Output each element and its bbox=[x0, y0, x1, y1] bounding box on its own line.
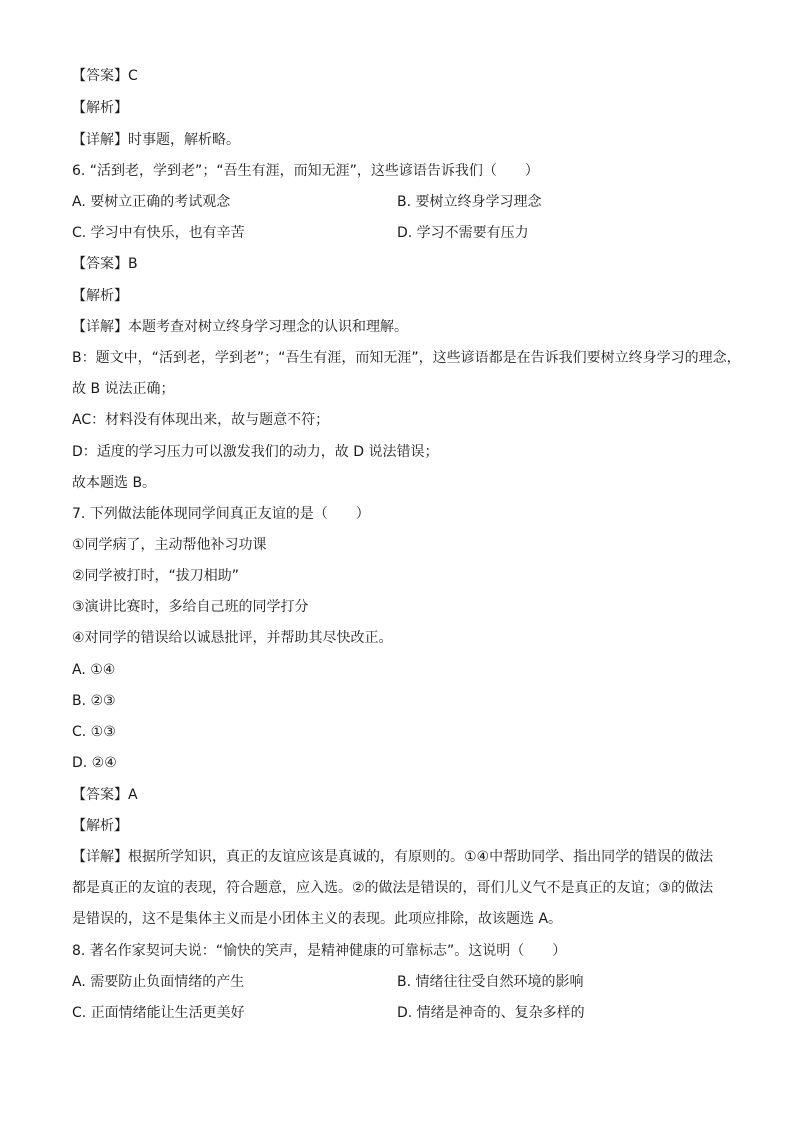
text-line: A. ①④ bbox=[72, 662, 116, 678]
text-line: 【解析】 bbox=[72, 100, 128, 116]
text-line: ②同学被打时，“拔刀相助” bbox=[72, 568, 240, 584]
option-right: B. 情绪往往受自然环境的影响 bbox=[397, 974, 584, 990]
text-line: B. ②③ bbox=[72, 693, 116, 709]
text-line: C. 正面情绪能让生活更美好 bbox=[72, 1005, 245, 1021]
text-line: 故 B 说法正确； bbox=[72, 381, 175, 397]
text-line: A. 要树立正确的考试观念 bbox=[72, 194, 231, 210]
text-line: 【答案】A bbox=[72, 787, 138, 803]
text-line: 8. 著名作家契诃夫说：“愉快的笑声，是精神健康的可靠标志”。这说明（ ） bbox=[72, 943, 567, 959]
text-line: 都是真正的友谊的表现，符合题意，应入选。②的做法是错误的，哥们儿义气不是真正的友谊；③的做法 bbox=[72, 880, 714, 896]
text-line: D：适度的学习压力可以激发我们的动力，故 D 说法错误； bbox=[72, 444, 439, 460]
text-line: D. ②④ bbox=[72, 755, 117, 771]
option-right: D. 情绪是神奇的、复杂多样的 bbox=[397, 1005, 585, 1021]
text-line: 7. 下列做法能体现同学间真正友谊的是（ ） bbox=[72, 506, 370, 522]
text-line: 6. “活到老，学到老”；“吾生有涯，而知无涯”，这些谚语告诉我们（ ） bbox=[72, 163, 539, 179]
option-right: B. 要树立终身学习理念 bbox=[397, 194, 542, 210]
text-line: AC：材料没有体现出来，故与题意不符； bbox=[72, 412, 330, 428]
text-line: B：题文中，“活到老，学到老”；“吾生有涯，而知无涯”，这些谚语都是在告诉我们要树立终身学习的理念， bbox=[72, 350, 741, 366]
option-right: D. 学习不需要有压力 bbox=[397, 225, 529, 241]
text-line: 故本题选 B。 bbox=[72, 475, 157, 491]
text-line: ③演讲比赛时，多给自己班的同学打分 bbox=[72, 599, 309, 615]
text-line: 【答案】C bbox=[72, 68, 138, 84]
text-line: A. 需要防止负面情绪的产生 bbox=[72, 974, 245, 990]
text-line: C. ①③ bbox=[72, 724, 116, 740]
text-line: 【解析】 bbox=[72, 818, 128, 834]
text-line: ④对同学的错误给以诚恳批评，并帮助其尽快改正。 bbox=[72, 630, 393, 646]
text-line: 【解析】 bbox=[72, 288, 128, 304]
text-line: C. 学习中有快乐，也有辛苦 bbox=[72, 225, 245, 241]
text-line: ①同学病了，主动帮他补习功课 bbox=[72, 537, 267, 553]
text-line: 是错误的，这不是集体主义而是小团体主义的表现。此项应排除，故该题选 A。 bbox=[72, 911, 563, 927]
text-line: 【答案】B bbox=[72, 256, 138, 272]
text-line: 【详解】本题考查对树立终身学习理念的认识和理解。 bbox=[72, 319, 408, 335]
text-line: 【详解】时事题，解析略。 bbox=[72, 132, 240, 148]
text-line: 【详解】根据所学知识，真正的友谊应该是真诚的，有原则的。①④中帮助同学、指出同学的错误的做法 bbox=[72, 849, 714, 865]
